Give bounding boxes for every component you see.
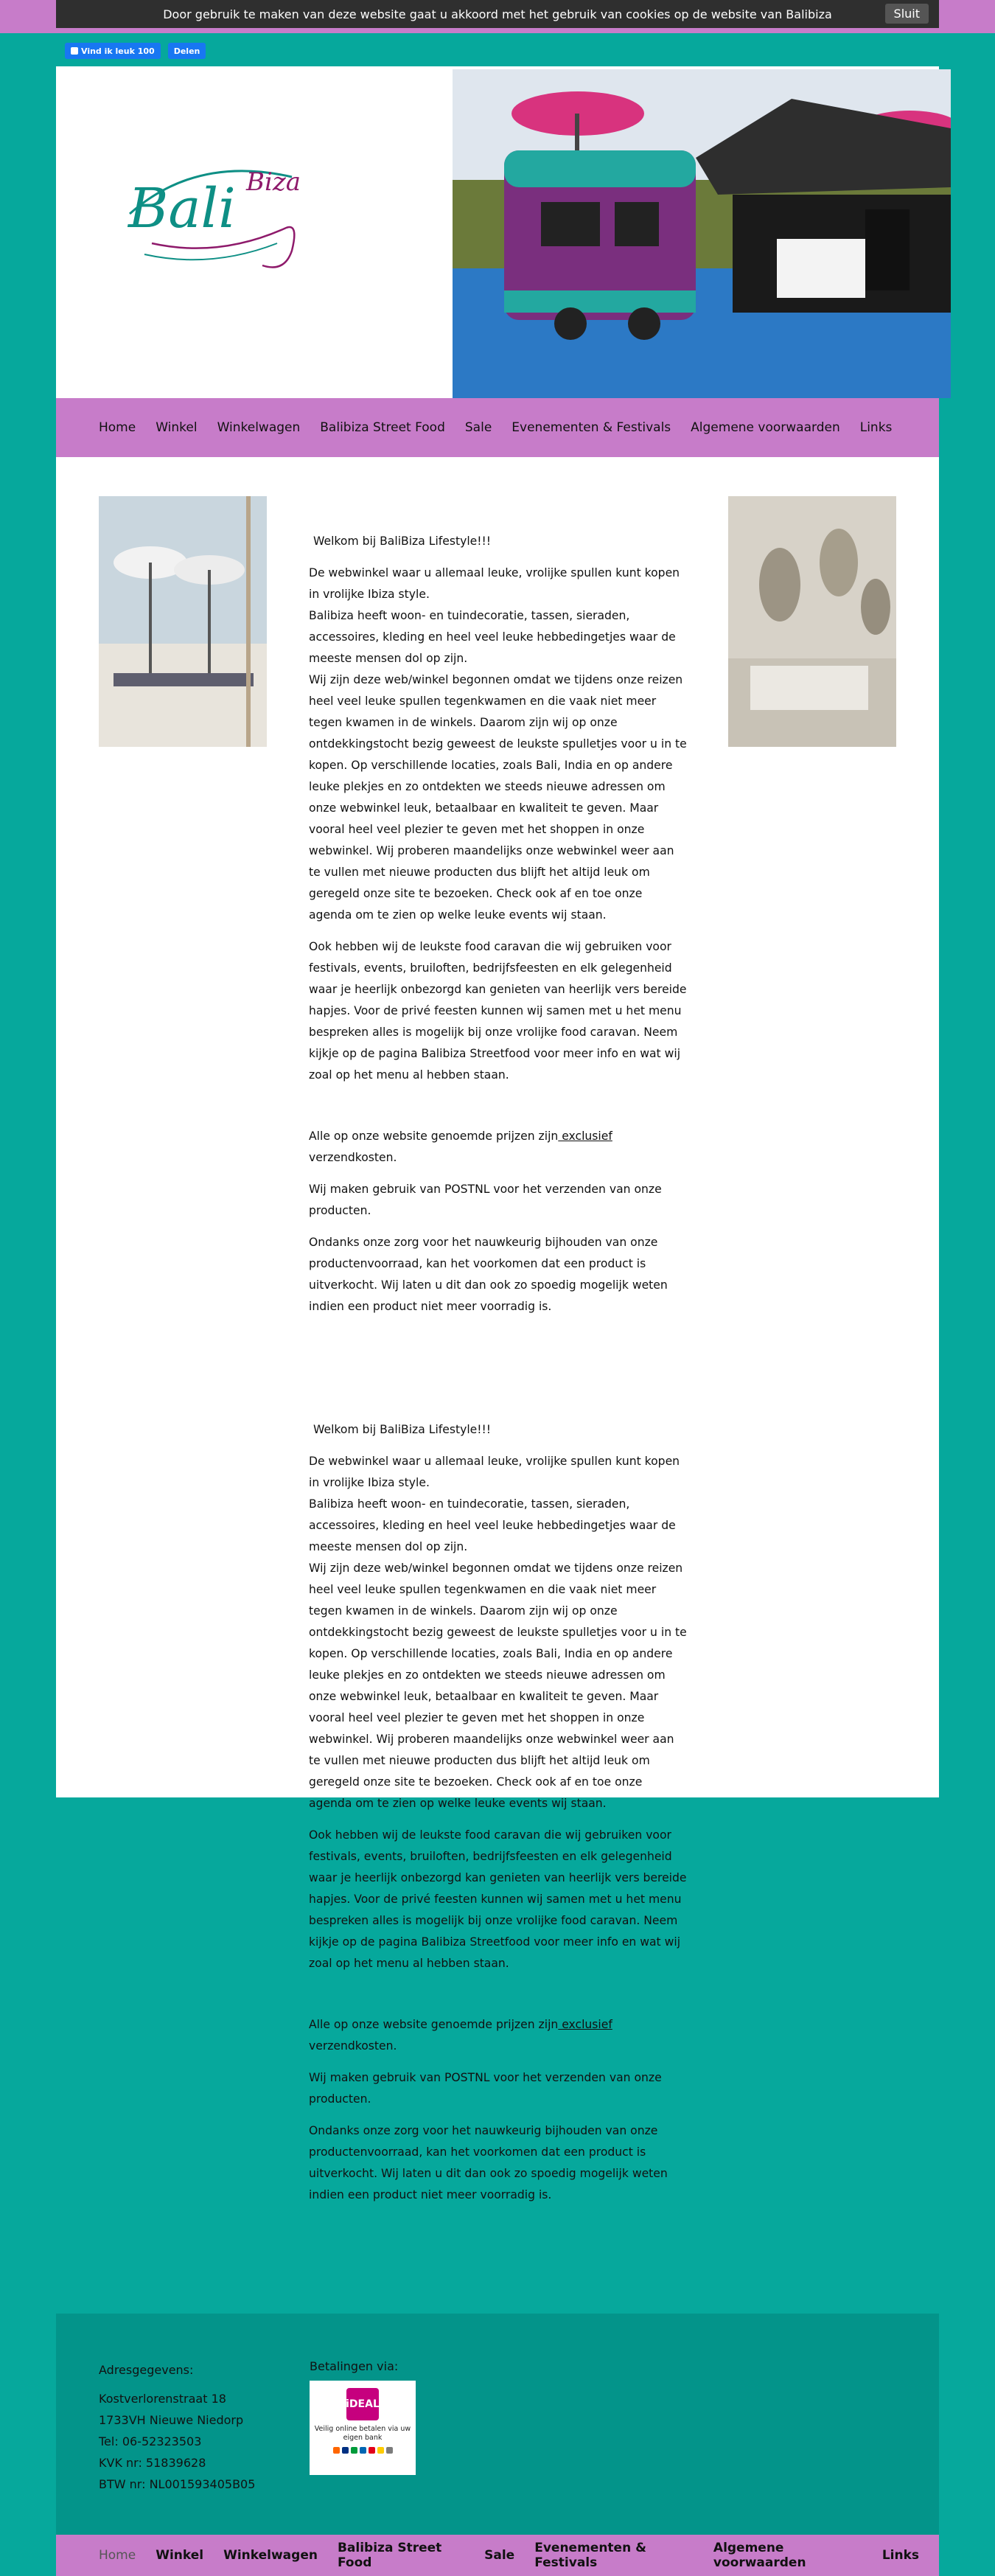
prices-paragraph (309, 2014, 688, 2057)
address-line: BTW nr: NL001593405B05 (99, 2477, 256, 2491)
header (56, 66, 939, 398)
address-line: Tel: 06-52323503 (99, 2434, 202, 2448)
fb-like-label: Vind ik leuk 100 (81, 46, 155, 56)
ideal-text: Veilig online betalen via uw eigen bank (314, 2425, 411, 2442)
nav-item-street-food[interactable]: Balibiza Street Food (320, 420, 445, 435)
social-buttons (65, 43, 206, 59)
ideal-badge[interactable] (310, 2381, 416, 2475)
fb-share-button[interactable] (168, 43, 206, 59)
bank-icons (333, 2447, 393, 2454)
nav-item-winkel[interactable]: Winkel (156, 420, 198, 435)
nav-item-winkelwagen[interactable]: Winkelwagen (217, 420, 301, 435)
address-line: Kostverlorenstraat 18 (99, 2392, 226, 2406)
fb-like-button[interactable] (65, 43, 161, 59)
bank-icon (377, 2447, 384, 2454)
exclusief-text: exclusief (558, 2018, 612, 2031)
stock-paragraph: Ondanks onze zorg voor het nauwkeurig bijhouden van onze productenvoorraad, kan het voorkomen dat een product is uitverkocht. Wij laten u dit dan ook zo spoedig mogelijk weten indien een product niet meer voorradig is. (309, 2124, 668, 2201)
footer-nav-voorwaarden[interactable]: Algemene voorwaarden (713, 2541, 806, 2570)
food-paragraph: Ook hebben wij de leukste food caravan die wij gebruiken voor festivals, events, bruiloften, bedrijfsfeesten en elk gelegenheid waar je heerlijk onbezorgd kan genieten van heerlijk vers bereide hapjes. Voor de privé feesten kunnen wij samen met u het menu bespreken alles is mogelijk bij onze vrolijke food caravan. Neem kijkje op de pagina Balibiza Streetfood voor meer info en wat wij zoal op het menu al hebben staan. (309, 1828, 687, 1970)
welcome-article-2 (309, 1419, 688, 2216)
welcome-heading: Welkom bij BaliBiza Lifestyle!!! (313, 1423, 492, 1436)
cookie-bar (56, 0, 939, 28)
welcome-heading: Welkom bij BaliBiza Lifestyle!!! (313, 535, 492, 548)
postnl-paragraph: Wij maken gebruik van POSTNL voor het verzenden van onze producten. (309, 1183, 662, 1217)
intro-paragraph: De webwinkel waar u allemaal leuke, vrolijke spullen kunt kopen in vrolijke Ibiza style. Balibiza heeft woon- en tuindecoratie, tassen, sieraden, accessoires, kleding en heel veel leuke hebbedingetjes waar de meeste mensen dol op zijn. Wij zijn deze web/winkel begonnen omdat we tijdens onze reizen heel veel leuke spullen tegenkwamen en die vaak niet meer tegen kwamen in de winkels. Daarom zijn wij op onze ontdekkingstocht bezig geweest de leukste spulletjes voor u in te kopen. Op verschillende locaties, zoals Bali, India en op andere leuke plekjes en zo ontdekten we steeds nieuwe adressen om onze webwinkel leuk, betaalbaar en kwaliteit te geven. Maar vooral heel veel plezier te geven met het shoppen in onze webwinkel. Wij proberen maandelijks onze webwinkel weer aan te vullen met nieuwe producten dus blijft het altijd leuk om geregeld onze site te bezoeken. Check ook af en toe onze agenda om te zien op welke leuke events wij staan. (309, 1455, 687, 1810)
fb-share-label: Delen (173, 46, 200, 56)
footer-payments (310, 2359, 416, 2475)
footer-nav-winkel[interactable]: Winkel (156, 2548, 204, 2563)
footer-address (99, 2359, 255, 2495)
thumbs-up-icon (71, 47, 78, 55)
bank-icon (342, 2447, 349, 2454)
nav-item-links[interactable]: Links (859, 420, 893, 435)
postnl-paragraph: Wij maken gebruik van POSTNL voor het verzenden van onze producten. (309, 2071, 662, 2106)
address-line: KVK nr: 51839628 (99, 2456, 206, 2470)
bank-icon (351, 2447, 357, 2454)
footer-nav-street-food[interactable]: Balibiza Street Food (337, 2541, 442, 2570)
logo-text-main: Bali (128, 177, 236, 240)
bank-icon (386, 2447, 393, 2454)
prices-suffix: verzendkosten. (309, 1151, 397, 1164)
nav-item-home[interactable]: Home (99, 420, 136, 435)
main-nav (56, 398, 939, 457)
balibiza-logo[interactable] (108, 133, 329, 295)
cookie-close-button[interactable]: Sluit (885, 4, 929, 24)
address-title: Adresgegevens: (99, 2363, 194, 2377)
footer-nav-sale[interactable]: Sale (484, 2548, 515, 2563)
beach-umbrellas-image (99, 496, 267, 747)
footer-nav-evenementen[interactable]: Evenementen & Festivals (534, 2541, 646, 2570)
logo-text-sub: Biza (246, 167, 301, 197)
footer-nav-links[interactable]: Links (881, 2548, 919, 2563)
footer-nav-winkelwagen[interactable]: Winkelwagen (223, 2548, 318, 2563)
bank-icon (333, 2447, 340, 2454)
stock-paragraph: Ondanks onze zorg voor het nauwkeurig bijhouden van onze productenvoorraad, kan het voorkomen dat een product is uitverkocht. Wij laten u dit dan ook zo spoedig mogelijk weten indien een product niet meer voorradig is. (309, 1236, 668, 1313)
prices-suffix: verzendkosten. (309, 2039, 397, 2053)
welcome-article-1 (309, 531, 688, 1328)
nav-item-sale[interactable]: Sale (464, 420, 492, 435)
nav-item-evenementen[interactable]: Evenementen & Festivals (512, 420, 671, 435)
address-line: 1733VH Nieuwe Niedorp (99, 2413, 244, 2427)
footer-nav (56, 2535, 939, 2576)
footer (56, 2314, 939, 2535)
intro-paragraph: De webwinkel waar u allemaal leuke, vrolijke spullen kunt kopen in vrolijke Ibiza style. Balibiza heeft woon- en tuindecoratie, tassen, sieraden, accessoires, kleding en heel veel leuke hebbedingetjes waar de meeste mensen dol op zijn. Wij zijn deze web/winkel begonnen omdat we tijdens onze reizen heel veel leuke spullen tegenkwamen en die vaak niet meer tegen kwamen in de winkels. Daarom zijn wij op onze ontdekkingstocht bezig geweest de leukste spulletjes voor u in te kopen. Op verschillende locaties, zoals Bali, India en op andere leuke plekjes en zo ontdekten we steeds nieuwe adressen om onze webwinkel leuk, betaalbaar en kwaliteit te geven. Maar vooral heel veel plezier te geven met het shoppen in onze webwinkel. Wij proberen maandelijks onze webwinkel weer aan te vullen met nieuwe producten dus blijft het altijd leuk om geregeld onze site te bezoeken. Check ook af en toe onze agenda om te zien op welke leuke events wij staan. (309, 566, 687, 922)
prices-text: Alle op onze website genoemde prijzen zijn (309, 1129, 559, 1143)
prices-paragraph (309, 1126, 688, 1169)
lanterns-interior-image (728, 496, 896, 747)
ideal-logo: iDEAL (346, 2388, 379, 2420)
bank-icon (369, 2447, 375, 2454)
exclusief-text: exclusief (558, 1129, 612, 1143)
prices-text: Alle op onze website genoemde prijzen zijn (309, 2018, 559, 2031)
cookie-text: Door gebruik te maken van deze website gaat u akkoord met het gebruik van cookies op de website van Balibiza (163, 7, 832, 21)
hero-food-caravan-image (453, 69, 951, 398)
bank-icon (360, 2447, 366, 2454)
food-paragraph: Ook hebben wij de leukste food caravan die wij gebruiken voor festivals, events, bruiloften, bedrijfsfeesten en elk gelegenheid waar je heerlijk onbezorgd kan genieten van heerlijk vers bereide hapjes. Voor de privé feesten kunnen wij samen met u het menu bespreken alles is mogelijk bij onze vrolijke food caravan. Neem kijkje op de pagina Balibiza Streetfood voor meer info en wat wij zoal op het menu al hebben staan. (309, 940, 687, 1082)
nav-item-voorwaarden[interactable]: Algemene voorwaarden (691, 420, 840, 435)
footer-nav-home[interactable]: Home (99, 2548, 136, 2563)
cookie-bar-wrapper (0, 0, 995, 33)
payment-title: Betalingen via: (310, 2359, 399, 2373)
